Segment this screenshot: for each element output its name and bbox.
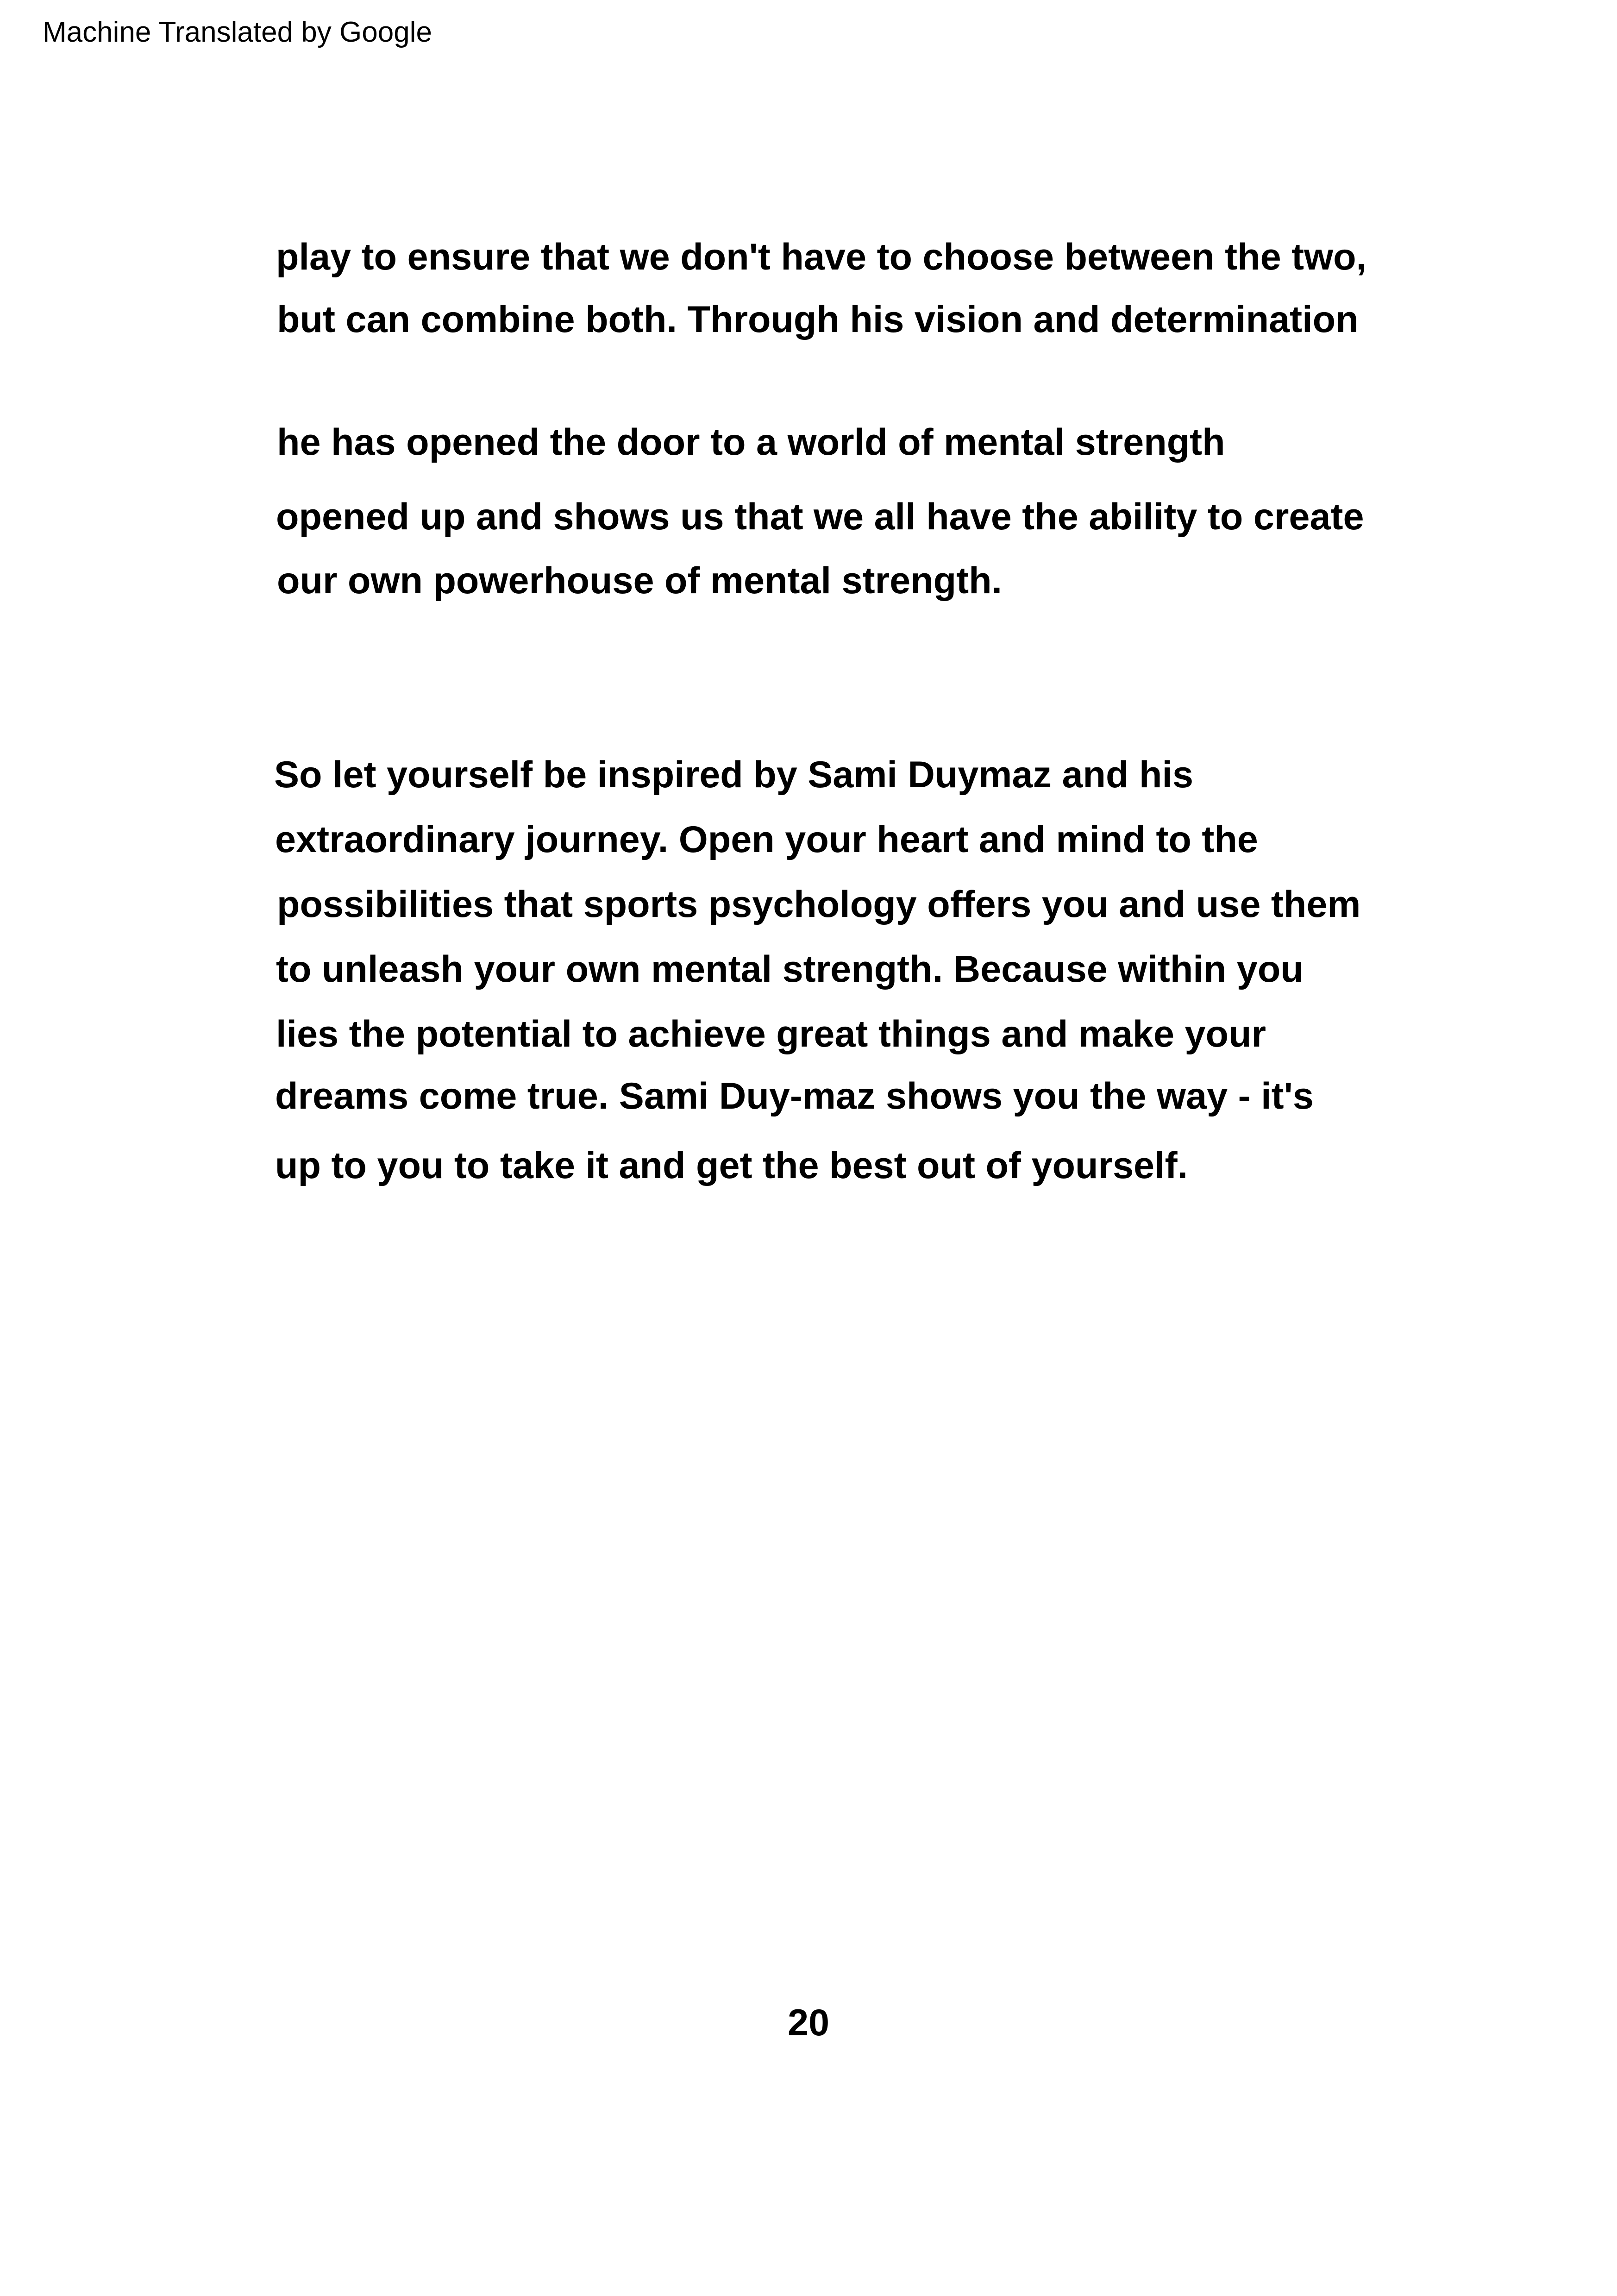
paragraph-line: our own powerhouse of mental strength.: [277, 560, 1003, 602]
paragraph-line: lies the potential to achieve great things and make your: [276, 1013, 1266, 1055]
paragraph-line: So let yourself be inspired by Sami Duymaz and his: [274, 754, 1194, 796]
paragraph-line: dreams come true. Sami Duy-maz shows you the way - it's: [275, 1075, 1314, 1117]
paragraph-line: up to you to take it and get the best out of yourself.: [275, 1145, 1188, 1186]
paragraph-line: to unleash your own mental strength. Because within you: [276, 948, 1304, 990]
paragraph-line: opened up and shows us that we all have the ability to create: [276, 496, 1364, 538]
translation-notice: Machine Translated by Google: [43, 16, 432, 48]
paragraph-line: but can combine both. Through his vision and determination: [277, 299, 1359, 340]
paragraph-line: he has opened the door to a world of mental strength: [277, 421, 1225, 463]
paragraph-line: play to ensure that we don't have to choose between the two,: [276, 236, 1367, 278]
page-number: 20: [787, 2002, 830, 2044]
paragraph-line: extraordinary journey. Open your heart and mind to the: [275, 819, 1258, 860]
paragraph-line: possibilities that sports psychology offers you and use them: [277, 884, 1361, 925]
